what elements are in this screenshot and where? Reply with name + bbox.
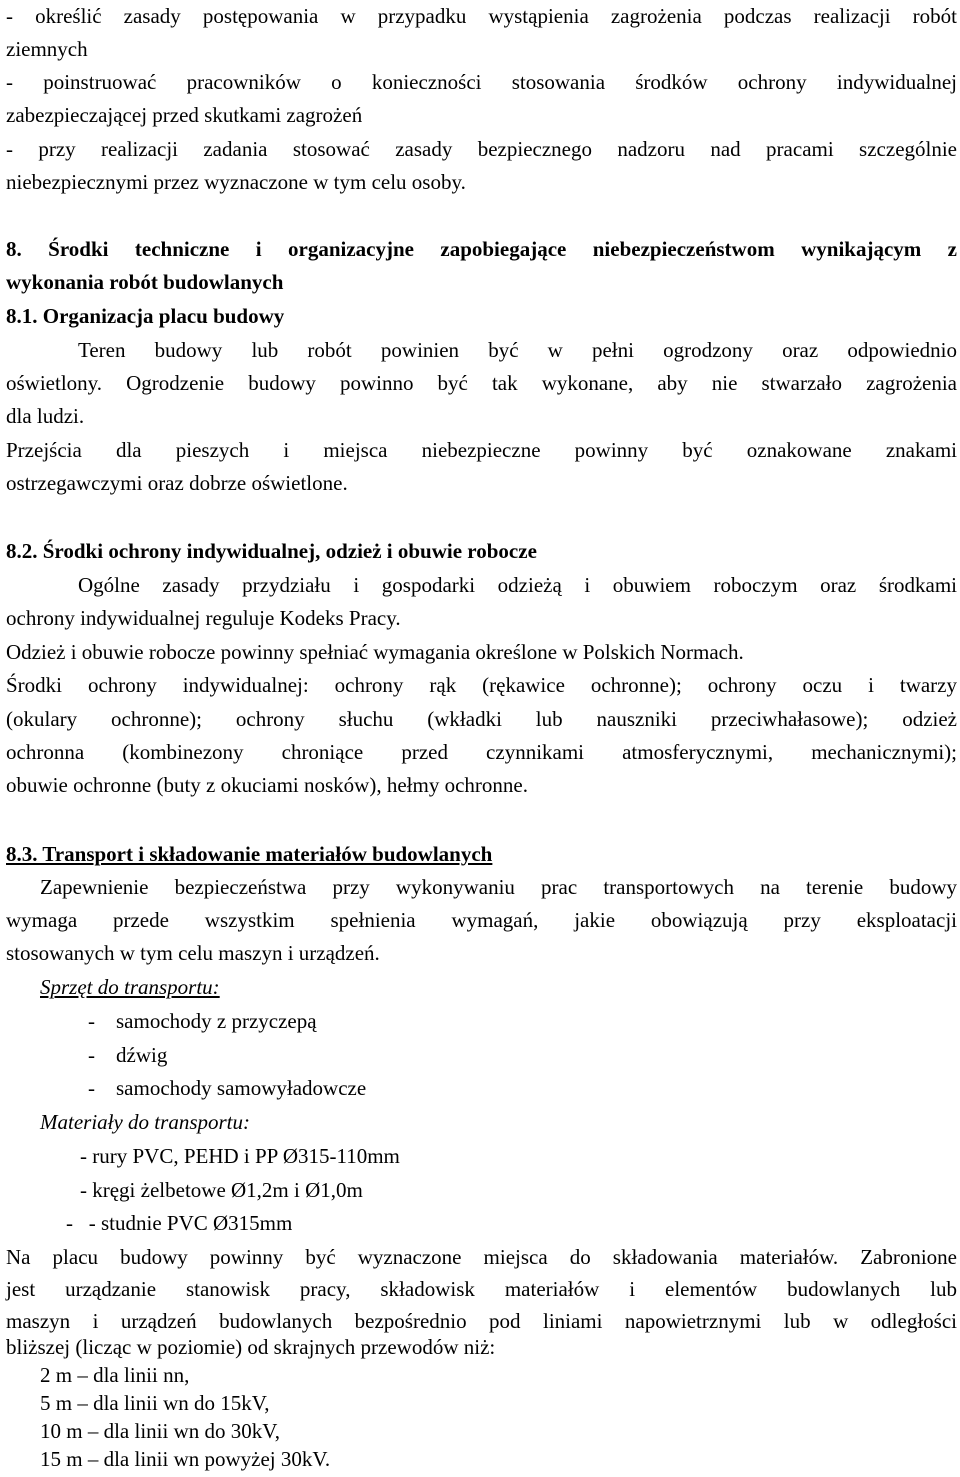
list-item: - kręgi żelbetowe Ø1,2m i Ø1,0m (80, 1178, 363, 1202)
text-line: maszyn i urządzeń budowlanych bezpośrednio pod liniami napowietrznymi lub w odległości (6, 1309, 957, 1333)
text-line: zabezpieczającej przed skutkami zagrożeń (6, 103, 363, 127)
list-item-text: samochody z przyczepą (116, 1009, 317, 1033)
equipment-title (40, 971, 960, 1004)
text-line: Przejścia dla pieszych i miejsca niebezpieczne powinny być oznakowane znakami (6, 438, 957, 462)
list-item-text: dźwig (116, 1043, 168, 1067)
list-item: 2 m – dla linii nn, (40, 1363, 190, 1387)
list-item: 10 m – dla linii wn do 30kV, (40, 1419, 280, 1443)
text-line: oświetlony. Ogrodzenie budowy powinno być tak wykonane, aby nie stwarzało zagrożenia (6, 371, 957, 395)
list-item: - - studnie PVC Ø315mm (66, 1211, 293, 1235)
text-line: ostrzegawczymi oraz dobrze oświetlone. (6, 471, 348, 495)
text-line: - poinstruować pracowników o konieczności stosowania środków ochrony indywidualnej (6, 70, 957, 94)
text-line: Ogólne zasady przydziału i gospodarki odzieżą i obuwiem roboczym oraz środkami (78, 573, 957, 597)
text-line: - określić zasady postępowania w przypadku wystąpienia zagrożenia podczas realizacji robót (6, 4, 957, 28)
text-line: stosowanych w tym celu maszyn i urządzeń. (6, 941, 380, 965)
text-line: bliższej (licząc w poziomie) od skrajnych przewodów niż: (6, 1335, 496, 1359)
list-item-text: - studnie PVC Ø315mm (88, 1211, 293, 1235)
text-line: - przy realizacji zadania stosować zasady bezpiecznego nadzoru nad pracami szczególnie (6, 137, 957, 161)
list-item: - rury PVC, PEHD i PP Ø315-110mm (80, 1144, 400, 1168)
section-heading: 8. Środki techniczne i organizacyjne zapobiegające niebezpieczeństwom wynikającym z (6, 237, 957, 261)
materials-title: Materiały do transportu: (40, 1110, 250, 1134)
text-line: Odzież i obuwie robocze powinny spełniać wymagania określone w Polskich Normach. (6, 640, 744, 664)
list-item: - dźwig (88, 1043, 168, 1067)
subsection-heading: 8.2. Środki ochrony indywidualnej, odzież i obuwie robocze (6, 539, 537, 563)
list-item: - samochody samowyładowcze (88, 1076, 367, 1100)
subsection-heading-text: 8.3. Transport i składowanie materiałów budowlanych (6, 842, 493, 866)
text-line: niebezpiecznymi przez wyznaczone w tym celu osoby. (6, 170, 466, 194)
text-line: dla ludzi. (6, 404, 85, 428)
text-line: (okulary ochronne); ochrony słuchu (wkładki lub nauszniki przeciwhałasowe); odzież (6, 707, 957, 731)
text-line: ochrony indywidualnej reguluje Kodeks Pracy. (6, 606, 401, 630)
text-line: obuwie ochronne (buty z okuciami nosków), hełmy ochronne. (6, 773, 528, 797)
text-line: Teren budowy lub robót powinien być w pełni ogrodzony oraz odpowiednio (78, 338, 957, 362)
equipment-title-text: Sprzęt do transportu: (40, 975, 220, 999)
text-line: ziemnych (6, 37, 88, 61)
text-line: Zapewnienie bezpieczeństwa przy wykonywaniu prac transportowych na terenie budowy (40, 875, 957, 899)
list-item: - samochody z przyczepą (88, 1009, 317, 1033)
list-item: 15 m – dla linii wn powyżej 30kV. (40, 1447, 331, 1471)
list-item: 5 m – dla linii wn do 15kV, (40, 1391, 270, 1415)
text-line: jest urządzanie stanowisk pracy, składowisk materiałów i elementów budowlanych lub (6, 1277, 957, 1301)
list-item-text: samochody samowyładowcze (116, 1076, 367, 1100)
subsection-heading: 8.1. Organizacja placu budowy (6, 304, 285, 328)
text-line: wymaga przede wszystkim spełnienia wymagań, jakie obowiązują przy eksploatacji (6, 908, 957, 932)
text-line: Środki ochrony indywidualnej: ochrony rąk (rękawice ochronne); ochrony oczu i twarzy (6, 673, 957, 697)
section-heading: wykonania robót budowlanych (6, 270, 284, 294)
subsection-heading (6, 838, 957, 871)
text-line: ochronna (kombinezony chroniące przed czynnikami atmosferycznymi, mechanicznymi); (6, 740, 957, 764)
text-line: Na placu budowy powinny być wyznaczone miejsca do składowania materiałów. Zabronione (6, 1245, 957, 1269)
